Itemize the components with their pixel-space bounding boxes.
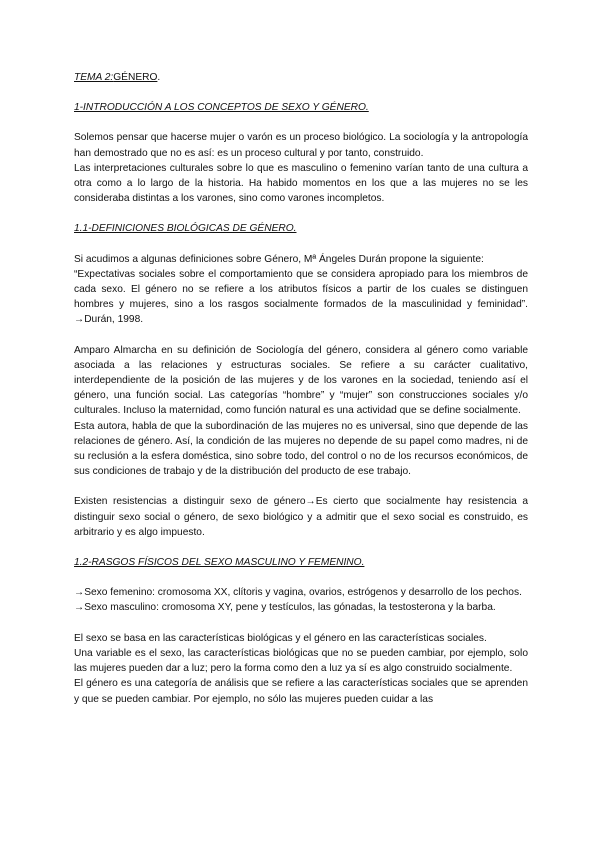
list-item: →Sexo masculino: cromosoma XY, pene y testículos, las gónadas, la testosterona y la barba. bbox=[74, 602, 496, 614]
tema-label: TEMA 2: bbox=[74, 72, 114, 83]
section-title: 1-INTRODUCCIÓN A LOS CONCEPTOS DE SEXO Y GÉNERO. bbox=[74, 102, 369, 114]
tema-period: . bbox=[157, 72, 161, 83]
document-title bbox=[74, 70, 528, 85]
tema-title: GÉNERO bbox=[113, 72, 158, 83]
list-item: →Sexo femenino: cromosoma XX, clítoris y vagina, ovarios, estrógenos y desarrollo de los pechos. bbox=[74, 587, 522, 599]
document-page bbox=[74, 70, 528, 707]
section-rasgos bbox=[74, 555, 528, 707]
section-title: 1.1-DEFINICIONES BIOLÓGICAS DE GÉNERO. bbox=[74, 223, 297, 235]
paragraph: Existen resistencias a distinguir sexo de género→Es cierto que socialmente hay resistencia a distinguir sexo social o género, de sexo biológico y a admitir que el sexo social es construido, es arbitrario y es algo impuesto. bbox=[74, 496, 528, 538]
paragraph: Esta autora, habla de que la subordinación de las mujeres no es universal, sino que depende de las relaciones de género. Así, la condición de las mujeres no depende de su papel como madres, ni de su reclusión a la esfera doméstica, sino sobre todo, del control o no de los recursos económicos, de sus condiciones de trabajo y de la distribución del producto de ese trabajo. bbox=[74, 420, 528, 478]
paragraph: El sexo se basa en las características biológicas y el género en las características sociales. bbox=[74, 632, 487, 644]
quote-paragraph: “Expectativas sociales sobre el comportamiento que se considera apropiado para los miembros de cada sexo. El género no se refiere a los atributos físicos a partir de los cuales se distinguen hombres y mujeres, sino a los rasgos socialmente formados de la masculinidad y feminidad”. →Durán, 1998. bbox=[74, 268, 528, 326]
section-definiciones bbox=[74, 221, 528, 555]
paragraph: Amparo Almarcha en su definición de Sociología del género, considera al género como variable asociada a las relaciones y estructuras sociales. Se refiere a su carácter cualitativo, interdependiente de la posición de las mujeres y de los varones en la sociedad, teniendo así el género, una función social. Las categorías “hombre” y “mujer” son construcciones sociales y/o culturales. Incluso la maternidad, como función natural es una actividad que se define socialmente. bbox=[74, 344, 528, 417]
paragraph: Si acudimos a algunas definiciones sobre Género, Mª Ángeles Durán propone la siguiente: bbox=[74, 253, 484, 265]
paragraph: Una variable es el sexo, las características biológicas que no se pueden cambiar, por ejemplo, solo las mujeres pueden dar a luz; pero la forma como den a luz ya sí es algo construido socialmente. bbox=[74, 647, 528, 675]
paragraph: Solemos pensar que hacerse mujer o varón es un proceso biológico. La sociología y la antropología han demostrado que no es así: es un proceso cultural y por tanto, construido. bbox=[74, 132, 528, 159]
paragraph: Las interpretaciones culturales sobre lo que es masculino o femenino varían tanto de una cultura a otra como a lo largo de la historia. Ha habido momentos en los que a las mujeres no se les consideraba distintas a los varones, sino como varones incompletos. bbox=[74, 162, 528, 205]
paragraph: El género es una categoría de análisis que se refiere a las características sociales que se aprenden y que se pueden cambiar. Por ejemplo, no sólo las mujeres pueden cuidar a las bbox=[74, 678, 528, 705]
section-introduccion bbox=[74, 100, 528, 221]
section-title: 1.2-RASGOS FÍSICOS DEL SEXO MASCULINO Y FEMENINO. bbox=[74, 557, 365, 569]
